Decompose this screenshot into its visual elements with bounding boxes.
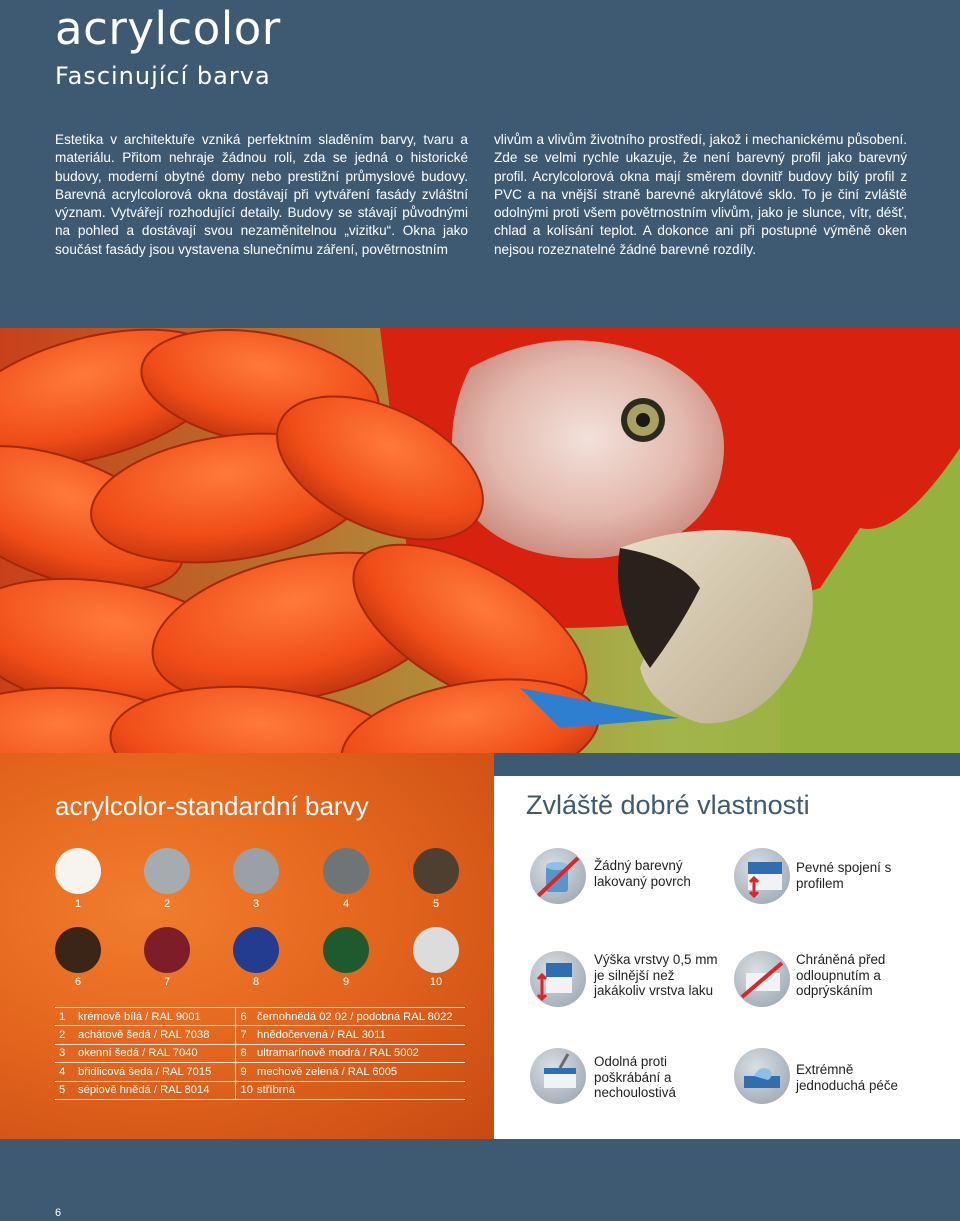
color-label: krémově bílá / RAL 9001 [75,1008,235,1026]
table-row [55,1026,465,1044]
color-label: stříbrná [255,1081,465,1099]
color-number: 4 [55,1063,75,1081]
intro-text-left: Estetika v architektuře vzniká perfektním sladěním barvy, tvaru a materiálu. Přitom nehraje žádnou roli, zda se jedná o historické budovy, moderní obytné domy nebo prestižní průmyslové budovy. Barevná acrylcolorová okna dostávají při vytváření fasády zvláštní význam. Vytvářejí rozhodující detaily. Budovy se stávají původnými na pohled a dostávají svou nezaměnitelnou „vizitku“. Okna jako součást fasády jsou vystavena slunečnímu záření, povětrnostním [55,132,468,257]
property-text: Výška vrstvy 0,5 mm je silnější než jakákoliv vrstva laku [594,952,718,999]
color-number: 8 [235,1044,255,1062]
color-label: hnědočervená / RAL 3011 [255,1026,465,1044]
color-label: ultramarínově modrá / RAL 5002 [255,1044,465,1062]
swatch-number: 6 [74,976,82,988]
swatch-number: 3 [252,898,260,910]
property-text: Žádný barevný lakovaný povrch [594,858,691,889]
easy-care-icon [734,1048,790,1104]
color-table [55,1007,465,1100]
profile-bond-icon [734,848,790,904]
colors-title: acrylcolor-standardní barvy [55,791,369,821]
scratch-resistant-icon [530,1048,586,1104]
color-label: okenní šedá / RAL 7040 [75,1044,235,1062]
swatch-number: 7 [163,976,171,988]
color-swatch [55,848,101,894]
color-number: 9 [235,1063,255,1081]
color-swatch [55,927,101,973]
color-swatch [323,927,369,973]
color-swatch [233,927,279,973]
property-text: Pevné spojení s profilem [796,860,892,891]
color-swatch [233,848,279,894]
swatch-number: 9 [342,976,350,988]
swatch-number: 1 [74,898,82,910]
color-number: 5 [55,1081,75,1099]
page-number: 6 [55,1207,62,1219]
properties-panel [494,776,960,1139]
color-label: černohnědá 02 02 / podobná RAL 8022 [255,1008,465,1026]
swatch-number: 8 [252,976,260,988]
color-number: 6 [235,1008,255,1026]
page-title: acrylcolor [55,2,281,55]
table-row [55,1044,465,1062]
parrot-photo [0,328,960,753]
color-swatch [413,927,459,973]
property-text: Odolná proti poškrábání a nechoulostivá [594,1054,676,1101]
color-number: 10 [235,1081,255,1099]
no-peeling-icon [734,951,790,1007]
swatch-number: 4 [342,898,350,910]
color-swatch [144,848,190,894]
property-text: Extrémně jednoduchá péče [796,1062,899,1093]
property-text: Chráněná před odloupnutím a odprýskáním [796,952,886,999]
no-paint-bucket-icon [530,848,586,904]
color-swatch [144,927,190,973]
color-number: 2 [55,1026,75,1044]
swatch-number: 5 [432,898,440,910]
table-row [55,1081,465,1099]
swatch-number: 10 [429,976,443,988]
swatch-number: 2 [163,898,171,910]
footer-band [0,1139,960,1221]
color-label: břidlicová šedá / RAL 7015 [75,1063,235,1081]
color-label: achátově šedá / RAL 7038 [75,1026,235,1044]
color-number: 7 [235,1026,255,1044]
header-band [0,0,960,328]
color-label: mechově zelená / RAL 6005 [255,1063,465,1081]
properties-title: Zvláště dobré vlastnosti [526,790,810,820]
color-label: sépiově hnědá / RAL 8014 [75,1081,235,1099]
table-row [55,1008,465,1026]
layer-thickness-icon [530,951,586,1007]
page-subtitle: Fascinující barva [55,62,271,90]
color-number: 3 [55,1044,75,1062]
intro-text-right: vlivům a vlivům životního prostředí, jakož i mechanickému působení. Zde se velmi rychle ukazuje, že není barevný profil jako barevný profil. Acrylcolorová okna mají směrem dovnitř budovy bílý profil z PVC a na vnější straně barevné akrylátové sklo. To je činí zvláště odolnými proti všem povětrnostním vlivům, jako je slunce, vítr, déšť, chlad a kolísání teplot. A dokonce ani při postupné výměně oken nejsou rozeznatelné žádné barevné rozdíly. [494,132,907,257]
color-number: 1 [55,1008,75,1026]
table-row [55,1063,465,1081]
color-swatch [323,848,369,894]
color-swatch [413,848,459,894]
standard-colors-panel [0,753,494,1139]
